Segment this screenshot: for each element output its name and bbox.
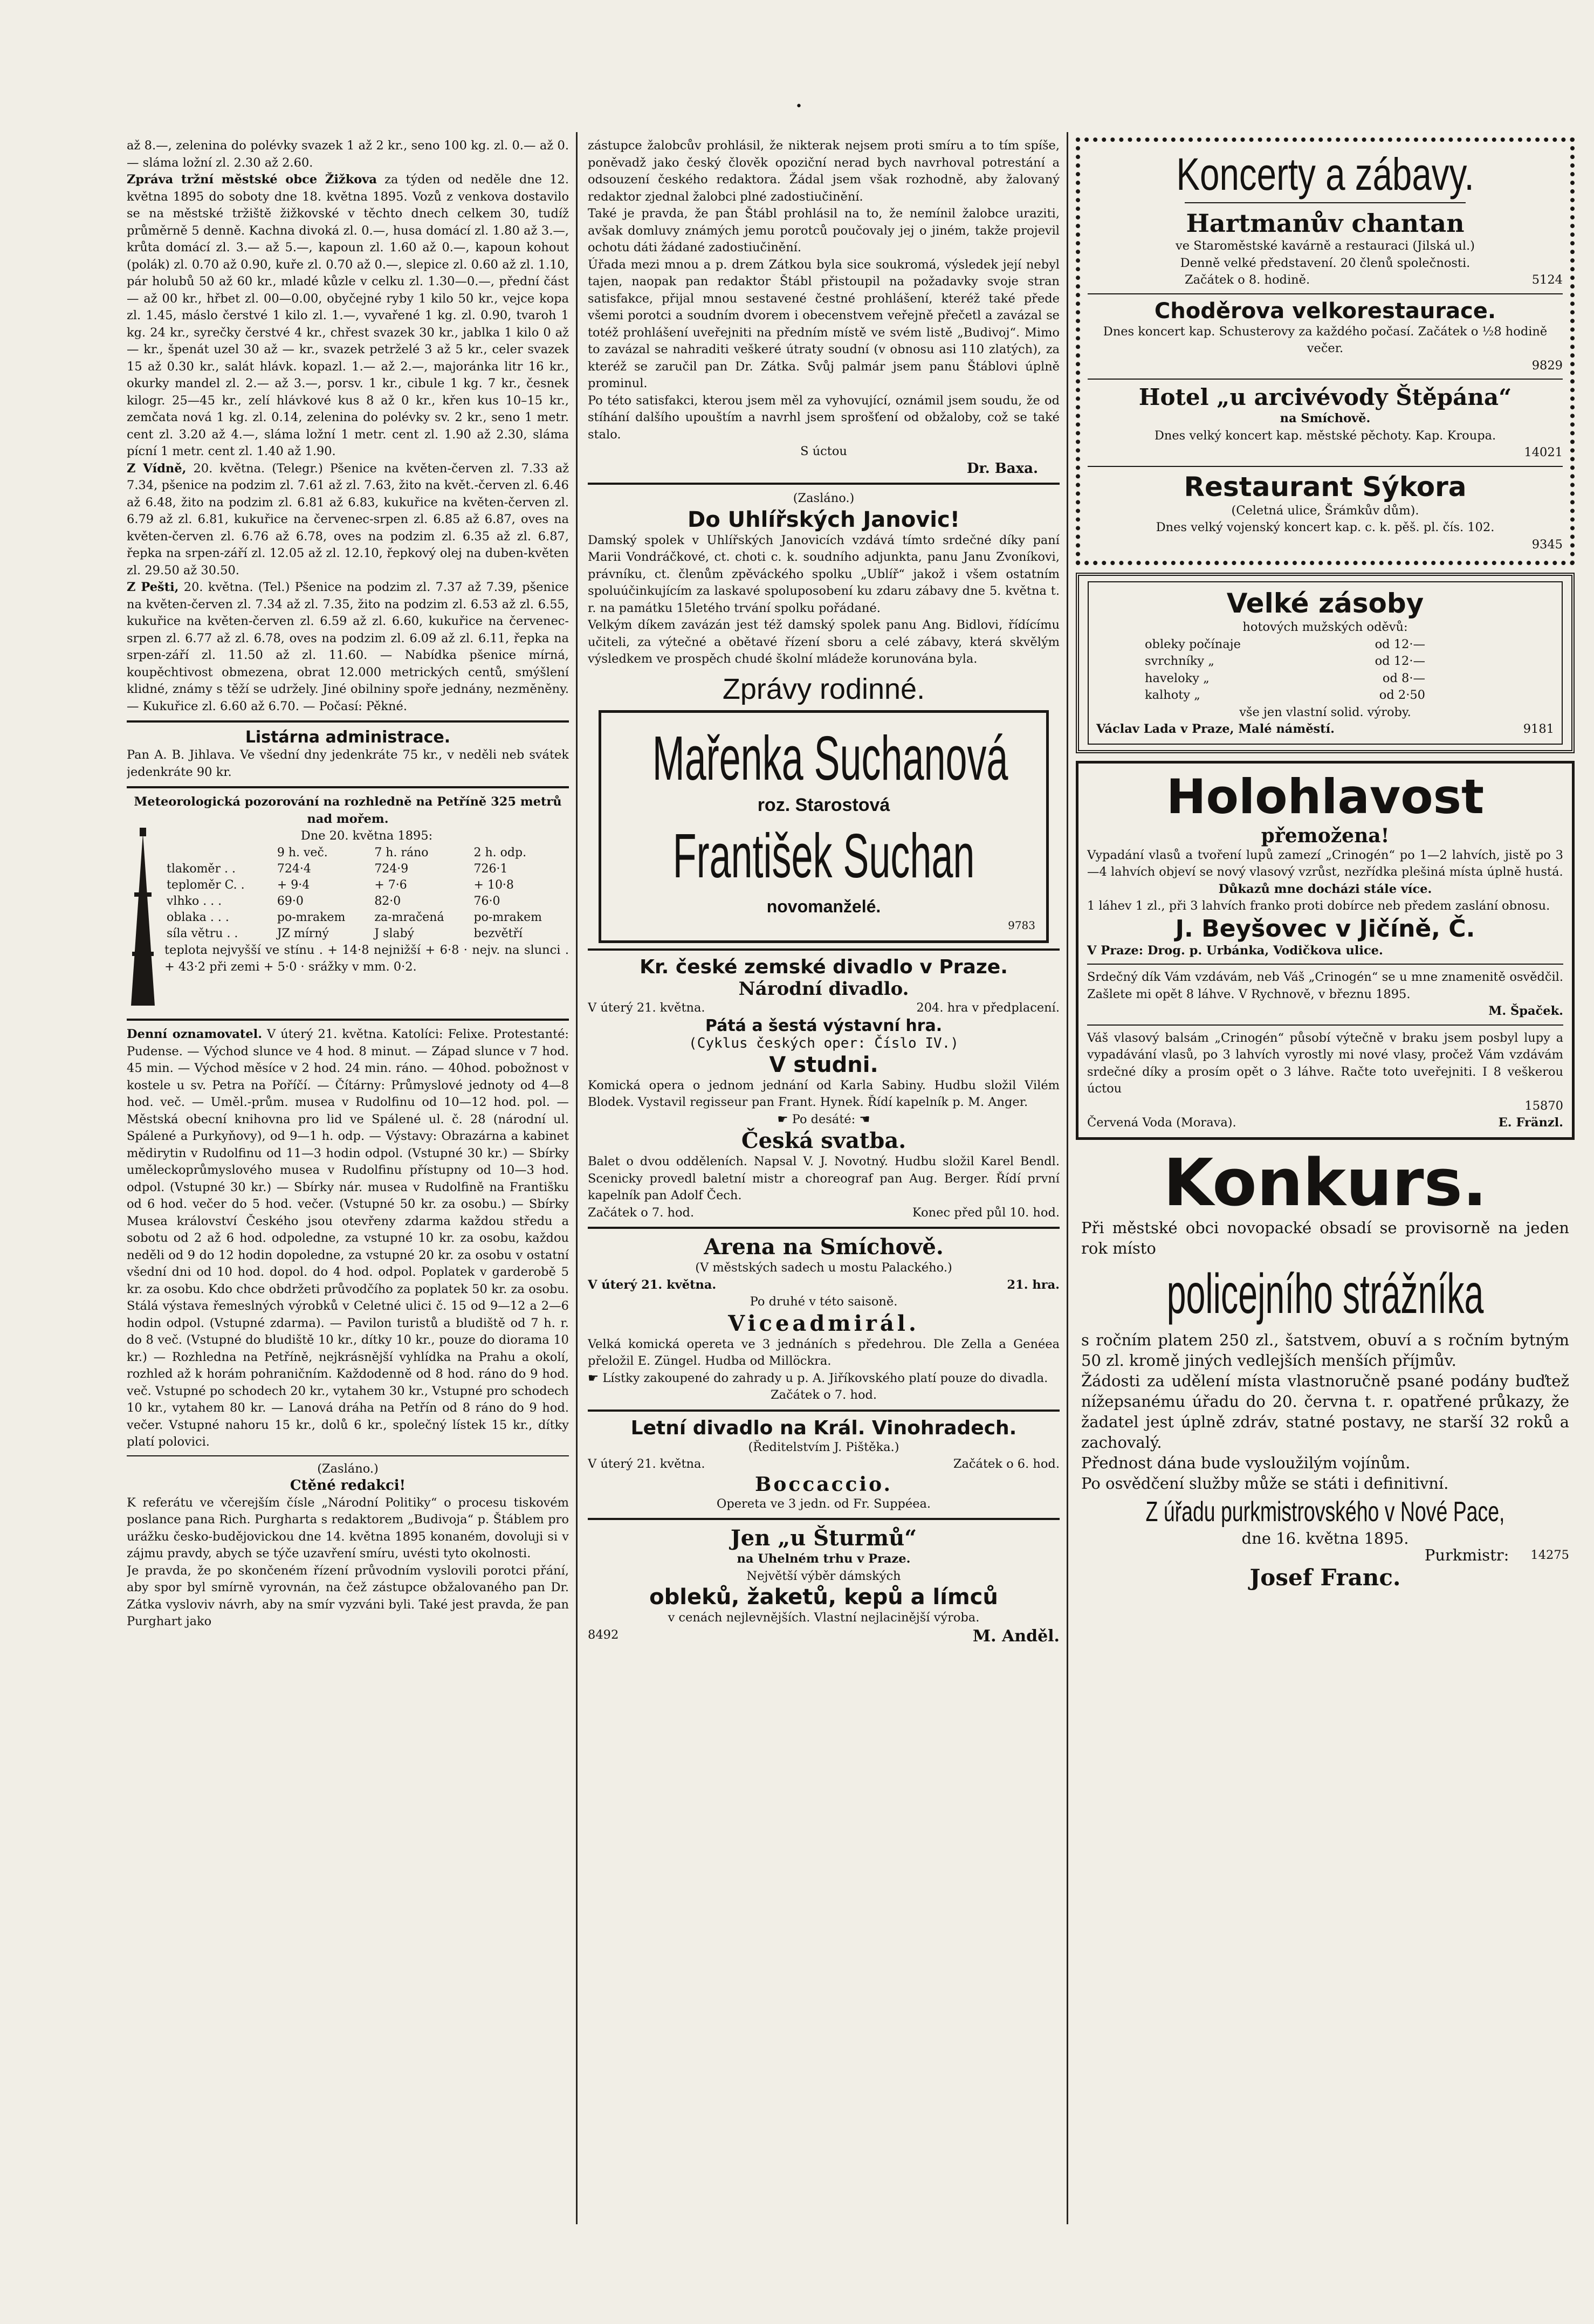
hartman-line-1: ve Staroměstské kavárně a restauraci (Jilská ul.) (1176, 239, 1475, 253)
meteo-row-label: teploměr C. . (167, 878, 245, 892)
konkurs-mayor: Josef Franc. (1249, 1564, 1401, 1591)
exhibition-play: Pátá a šestá výstavní hra. (705, 1016, 943, 1035)
meteo-date: Dne 20. května 1895: (300, 829, 433, 843)
arena-text: Velká komická opereta ve 3 jednáních s předehrou. Dle Zella a Genéea přeložil E. Züngel. Hudba od Millöckra. (588, 1337, 1060, 1368)
hartman-heading: Hartmanův chantan (1186, 209, 1465, 238)
holohlavost-proof: Důkazů mne docházi stále více. (1218, 882, 1432, 896)
column-3 (1076, 137, 1575, 2240)
after-ten-label: Po desáté: (792, 1112, 856, 1126)
zasoby-ad (1076, 573, 1575, 753)
meteo-row (164, 893, 569, 910)
pointing-hand-icon: ☚ (855, 1112, 870, 1126)
meteo-row-label: síla větru . . (167, 926, 238, 940)
listarna-heading: Listárna administrace. (245, 728, 451, 747)
letter-text-2: Je pravda, že po skončeném řízení průvodním vyslovili porotci přání, aby spor byl smírně vyrovnán, na čež zástupce obžalovaného pan Dr. Zátka vysloviv návrh, aby na smír vyzváni byli. Také jest pravda, že pan Purghart jako (127, 1563, 569, 1628)
divider (1087, 964, 1563, 965)
zasoby-footer (1096, 721, 1554, 738)
meteo-cell: 724·9 (374, 862, 409, 876)
letni-text: Opereta ve 3 jedn. od Fr. Suppéea. (716, 1496, 931, 1511)
pointing-hand-icon: ☛ (777, 1112, 792, 1126)
vienna-heading: Z Vídně, (127, 461, 187, 476)
testimonial-2-number: 15870 (1524, 1098, 1563, 1113)
sturm-note: v cenách nejlevnějších. Vlastní nejlacinější výroba. (668, 1611, 980, 1625)
page-marker: • (795, 100, 802, 113)
meteo-cell: po-mrakem (473, 910, 542, 924)
zizkov-text: za týden od neděle dne 12. května 1895 do soboty dne 18. května 1895. Vozů z venkova dostavilo se na městské tržiště žižkovské v těchto dnech celkem 30, tudíž průměrně 5 denně. Kachna divoká zl. 0.—, husa domácí zl. 1.80 až 3.—, krůta domácí zl. 3.— až 5.—, kapoun zl. 1.60 až 0.—, kapoun kohout (polák) zl. 0.70 až 0.90, kuře zl. 0.70 až 0.—, slepice zl. 0.60 až zl. 1.10, pár holubů 50 až 60 kr., mladé kůzle v celku zl. 1.30—0.—, přední část — až 00 kr., hřbet zl. 00—0.00, obyčejné ryby 1 kilo 50 kr., vejce kopa zl. 1.45, máslo čerstvé 1 kilo zl. 1.—, vyvařené 1 kg. zl. 0.90, tvaroh 1 kg. 24 kr., syrečky čerstvé 4 kr., chřest svazek 30 kr., jablka 1 kilo 0 až — kr., špenát uzel 30 až — kr., svazek petrželé 3 až 5 kr., celer svazek 15 až 0.30 kr., salát hlávk. kopazl. 1.— až 2.—, majoránka litr 16 kr., okurky mandel zl. 2.— až 3.—, porsv. 1 kr., cibule 1 kg. 7 kr., česnek kilogr. 25—45 kr., zelí hlávkové kus 8 až 0 kr., křen kus 10–15 kr., zemčata nová 1 kg. zl. 0.14, zelenina do polévky sv. 2 kr., seno 1 metr. cent zl. 3.20 až 4.—, sláma ložní 1 metr. cent zl. 1.90 až 2.30, sláma pícní 1 metr. cent zl. 1.40 až 1.90. (127, 173, 569, 458)
holohlavost-subheading: přemožena! (1261, 824, 1390, 847)
signature: Dr. Baxa. (966, 460, 1038, 477)
konkurs-heading: Konkurs. (1163, 1145, 1487, 1221)
meteo-cell: + 7·6 (374, 878, 407, 892)
meteo-temperature: teplota nejvyšší ve stínu . + 14·8 nejnižší + 6·8 · nejv. na slunci . + 43·2 při zemi + 5·0 · srážky v mm. 0·2. (164, 943, 569, 974)
list-item (1145, 687, 1425, 704)
ballet-title: Česká svatba. (741, 1128, 906, 1153)
meteo-cell: JZ mírný (277, 926, 329, 940)
konkurs-salary: s ročním platem 250 zl., šatstvem, obuví a s ročním bytným 50 zl. kromě jiných vedlejších menších příjmův. (1081, 1330, 1569, 1370)
testimonial-2-footer (1087, 1115, 1563, 1132)
item-price: od 12·— (1375, 637, 1425, 651)
sturm-heading: Jen „u Šturmů“ (730, 1525, 917, 1551)
national-theatre-heading: Národní divadlo. (738, 978, 909, 1000)
opera-title: V studni. (769, 1052, 878, 1077)
meteo-cell: 76·0 (473, 894, 500, 908)
national-performance: 204. hra v předplacení. (916, 1000, 1060, 1015)
divider (1088, 379, 1563, 380)
column-2 (588, 137, 1060, 2240)
groom-name: František Suchan (672, 820, 975, 891)
arena-performance: 21. hra. (1007, 1277, 1060, 1292)
divider (127, 720, 569, 723)
meteo-cell: J slabý (374, 926, 415, 940)
item-price: od 8·— (1382, 671, 1425, 685)
meteo-cell: bezvětří (473, 926, 523, 940)
meteo-cell: 726·1 (473, 862, 508, 876)
family-news-heading: Zprávy rodinné. (722, 672, 925, 705)
start-time: Začátek o 7. hod. (588, 1205, 695, 1220)
konkurs-mayor-label: Purkmistr: (1424, 1546, 1509, 1564)
sturm-footer (588, 1627, 1060, 1646)
meteo-row (164, 877, 569, 893)
theatre-heading: Kr. české zemské divadlo v Praze. (640, 955, 1008, 978)
bride-name: Mařenka Suchanová (652, 723, 1008, 793)
uhlirske-text-2: Velkým díkem zavázán jest též damský spolek panu Ang. Bidlovi, řídícímu učiteli, za výtečné a obětavé řízení sboru a celé zábavy, která skvělým výsledkem ve prospěch chudé školní mládeže korunována byla. (588, 618, 1060, 666)
meteo-cell: po-mrakem (277, 910, 346, 924)
konkurs-definitive: Po osvědčení služby může se státi i definitivní. (1081, 1474, 1449, 1493)
konkurs-text: Při městské obci novopacké obsadí se provisorně na jeden rok místo (1081, 1218, 1569, 1257)
divider (1088, 293, 1563, 294)
item-name: haveloky „ (1145, 671, 1210, 685)
letter-continued-2: Také je pravda, že pan Štábl prohlásil na to, že nemínil žalobce uraziti, avšak domluvy známých jemu porotců poučovaly jej o jiném, takže projevil ochotu dáti žádané zadostiučinění. (588, 207, 1060, 255)
letni-date-row (588, 1456, 1060, 1473)
concerts-section (1076, 137, 1575, 565)
column-1 (127, 137, 569, 2240)
holohlavost-price: 1 láhev 1 zl., při 3 lahvích franko proti dobírce neb předem zaslání obnosu. (1087, 899, 1550, 913)
pest-text: 20. května. (Tel.) Pšenice na podzim zl. 7.37 až 7.39, pšenice na květen-červen zl. 7.34 až zl. 7.35, žito na podzim zl. 6.53 až zl. 6.55, kukuřice na květen-červen zl. 6.59 až zl. 6.60, kukuřice na červenec-srpen zl. 6.77 až zl. 6.78, oves na podzim zl. 6.09 až zl. 6.11, řepka na srpen-září zl. 11.50 až zl. 11.60. — Nabídka pšenice mírná, koupěchtivost obmezena, obrat 12.000 metrických centů, smýšlení klidné, známy s těží se udržely. Jiné obilniny spoře jednány, nezměněny. — Kukuřice zl. 6.60 až 6.70. — Počasí: Pěkné. (127, 580, 569, 713)
daily-announcer (127, 1026, 569, 1451)
holohlavost-seller: J. Beyšovec v Jičíně, Č. (1175, 915, 1475, 943)
hotel-subheading: na Smíchově. (1280, 411, 1371, 425)
national-date-row (588, 1000, 1060, 1017)
meteo-heading: Meteorologická pozorování na rozhledně na Petříně 325 metrů nad mořem. (134, 795, 562, 826)
konkurs-post: policejního strážníka (1166, 1262, 1484, 1325)
newlyweds-label: novomanželé. (766, 896, 881, 916)
ballet-text: Balet o dvou odděleních. Napsal V. J. Novotný. Hudbu složil Karel Bendl. Scenicky provedl baletní mistr a choreograf pan Aug. Berger. Řídí první kapelník pan Adolf Čech. (588, 1154, 1060, 1202)
arena-start: Začátek o 7. hod. (770, 1388, 877, 1402)
hartman-start: Začátek o 8. hodině. (1185, 273, 1310, 287)
sturm-number: 8492 (588, 1627, 619, 1642)
meteo-row-label: oblaka . . . (167, 910, 229, 924)
meteo-row (164, 910, 569, 926)
letni-directorate: (Ředitelstvím J. Pištěka.) (748, 1440, 899, 1454)
opera-text: Komická opera o jednom jednání od Karla Sabiny. Hudbu složil Vilém Blodek. Vystavil regisseur pan Frant. Hynek. Řídí kapelník p. M. Anger. (588, 1078, 1060, 1109)
testimonial-2-place: Červená Voda (Morava). (1087, 1116, 1236, 1130)
testimonial-1: Srdečný dík Vám vzdávám, neb Váš „Crinogén“ se u mne znamenitě osvědčil. Zašlete mi opět 8 láhve. V Rychnově, v březnu 1895. (1087, 970, 1563, 1001)
letni-start: Začátek o 6. hod. (953, 1457, 1060, 1471)
pointing-hand-icon: ☛ (588, 1371, 603, 1385)
choderova-line: Dnes koncert kap. Schusterovy za každého počasí. Začátek o ½8 hodině večer. (1103, 324, 1548, 355)
meteo-block (127, 828, 569, 1013)
sykora-heading: Restaurant Sýkora (1184, 471, 1467, 503)
sykora-number: 9345 (1531, 537, 1563, 552)
hartman-line-2: Denně velké představení. 20 členů společnosti. (1180, 256, 1471, 270)
divider (588, 1227, 1060, 1229)
arena-tickets (588, 1370, 1060, 1387)
arena-heading: Arena na Smíchově. (704, 1234, 944, 1260)
item-name: obleky počínaje (1145, 637, 1241, 651)
konkurs-office: Z úřadu purkmistrovského v Nové Pace, (1145, 1496, 1505, 1528)
national-date: V úterý 21. května. (588, 1000, 705, 1015)
hartman-number: 5124 (1531, 273, 1563, 287)
meteo-cell: 724·4 (277, 862, 311, 876)
pest-heading: Z Pešti, (127, 580, 179, 594)
sturm-address: na Uhelném trhu v Praze. (737, 1552, 911, 1566)
opera-cycle: (Cyklus českých oper: Číslo IV.) (689, 1035, 959, 1051)
market-intro: až 8.—, zelenina do polévky svazek 1 až 2 kr., seno 100 kg. zl. 0.— až 0.— sláma ložní zl. 2.30 až 2.60. (127, 139, 569, 170)
meteo-header-row (164, 845, 569, 861)
item-price: od 2·50 (1379, 688, 1425, 702)
meteo-cell: za-mračená (374, 910, 444, 924)
meteo-row (164, 861, 569, 877)
konkurs-number: 14275 (1530, 1548, 1569, 1562)
petrin-tower-icon (127, 828, 164, 1013)
column-rule-2 (1067, 132, 1068, 2224)
meteo-table (164, 845, 569, 942)
zasoby-subheading: hotových mužských oděvů: (1242, 620, 1408, 634)
times-row (588, 1205, 1060, 1222)
letter-heading: Ctěné redakci! (290, 1477, 406, 1494)
list-item (1145, 670, 1425, 687)
meteo-col-header: 9 h. več. (277, 845, 328, 860)
meteo-col-header: 7 h. ráno (374, 845, 429, 860)
sturm-subheading: Největší výběr dámských (746, 1569, 901, 1583)
letni-heading: Letní divadlo na Král. Vinohradech. (630, 1417, 1017, 1439)
item-price: od 12·— (1375, 654, 1425, 668)
testimonial-1-signature: M. Špaček. (1488, 1004, 1563, 1018)
hotel-heading: Hotel „u arcivévody Štěpána“ (1138, 384, 1512, 410)
zasoby-box (1088, 581, 1563, 745)
sturm-goods: obleků, žaketů, kepů a límců (649, 1585, 998, 1610)
item-name: svrchníky „ (1145, 654, 1214, 668)
wedding-ad-number: 9783 (1008, 918, 1035, 932)
divider (127, 1019, 569, 1021)
zasoby-number: 9181 (1523, 722, 1554, 736)
sykora-subheading: (Celetná ulice, Šrámkův dům). (1231, 503, 1419, 518)
column-rule-1 (576, 132, 578, 2224)
uhlirske-heading: Do Uhlířských Janovic! (688, 507, 960, 532)
zasoby-list (1096, 636, 1554, 704)
signoff: S úctou (800, 444, 847, 458)
letter-text: K referátu ve včerejším čísle „Národní Politiky“ o procesu tiskovém poslance pana Rich. Purgharta s redaktorem „Budivoja“ p. Štáblem pro urážku česko-budějovickou dne 14. května 1895 konaném, dovoluji si v zájmu pravdy, abych se týče uzavření smíru, uvésti tyto okolnosti. (127, 1495, 569, 1560)
divider (1087, 1025, 1563, 1026)
concerts-heading: Koncerty a zábavy. (1176, 149, 1474, 200)
arena-second: Po druhé v této saisoně. (750, 1295, 898, 1309)
zizkov-market-report (127, 171, 569, 460)
letter-continued: zástupce žalobcův prohlásil, že nikterak nejsem proti smíru a to tím spíše, poněvadž jako český člověk opoziční nerad bych navrhoval potrestání a odsouzení českého redaktora. Žádal jsem však rozhodně, aby žalovaný redaktor zjednal žalobci plné zadostiučinění. (588, 139, 1060, 204)
vienna-report (127, 460, 569, 580)
zaslano-label: (Zasláno.) (317, 1461, 379, 1476)
arena-date: V úterý 21. května. (588, 1277, 717, 1292)
zaslano-label: (Zasláno.) (793, 491, 855, 505)
after-ten (588, 1111, 1060, 1129)
holohlavost-text: Vypadání vlasů a tvoření lupů zamezí „Crinogén“ po 1—2 lahvích, jistě po 3—4 lahvích objeví se nový vlasový vzrůst, nezřídka plešiná místa úplně hustá. (1087, 848, 1563, 879)
meteo-cell: + 9·4 (277, 878, 310, 892)
meteo-row-label: tlakoměr . . (167, 862, 236, 876)
divider (127, 786, 569, 788)
divider (1088, 466, 1563, 467)
meteo-cell: 69·0 (277, 894, 304, 908)
hotel-number: 14021 (1524, 445, 1563, 459)
konkurs-requirements: Žádosti za udělení místa vlastnoručně psané podány buďtež nížepsanému úřadu do 20. června t. r. opatřené průkazy, že žadatel jest úplně zdráv, statné postavy, ne starší 32 roků a zachovalý. (1081, 1371, 1569, 1452)
divider (127, 1455, 569, 1456)
vienna-text: 20. května. (Telegr.) Pšenice na květen-červen zl. 7.33 až 7.34, pšenice na podzim zl. 7.61 až zl. 7.63, žito na květ.-červen zl. 6.46 až 6.48, žito na podzim zl. 6.81 až 6.83, kukuřice na květen-červen zl. 6.79 až zl. 6.81, kukuřice na červenec-srpen zl. 6.85 až 6.87, oves na květen-červen zl. 6.76 až 6.78, oves na podzim zl. 6.35 až zl. 6.87, řepka na srpen-září zl. 12.05 až zl. 12.10, řepkový olej na duben-květen zl. 29.50 až 30.50. (127, 461, 569, 577)
choderova-heading: Choděrova velkorestaurace. (1154, 298, 1496, 324)
letter-continued-4: Po této satisfakci, kterou jsem měl za vyhovující, oznámil jsem soudu, že od stíhání dalšího upouštím a navrhl jsem sprošťení od obžaloby, což se také stalo. (588, 393, 1060, 442)
pest-report (127, 579, 569, 715)
sykora-line: Dnes velký vojenský koncert kap. c. k. pěš. pl. čís. 102. (1156, 520, 1495, 534)
daily-heading: Denní oznamovatel. (127, 1027, 263, 1041)
letter-continued-3: Úřada mezi mnou a p. drem Zátkou byla sice soukromá, výsledek její nebyl tajen, naopak pan redaktor Štábl přistoupil na požadavky svoje stran satisfakce, přijal mnou sestavené čestné prohlášení, kteréž také přede všemi porotci a soudním dvorem i obecenstvem veřejně přečetl a zavázal se totéž prohlášení uveřejniti na předním místě ve svém listě „Budivoj“. Mimo to zavázal se nahraditi veškeré útraty soudní (v obnosu asi 110 zlatých), za kteréž se zaručil pan Dr. Zátka. Svůj palmár jsem panu Štáblovi úplně prominul. (588, 257, 1060, 390)
wedding-announcement (599, 710, 1049, 943)
meteo-row (164, 926, 569, 942)
hartman-footer (1088, 272, 1563, 289)
arena-tickets-text: Lístky zakoupené do zahrady u p. A. Jiříkovského platí pouze do divadla. (602, 1371, 1048, 1385)
hotel-line: Dnes velký koncert kap. městské pěchoty. Kap. Kroupa. (1154, 428, 1496, 443)
choderova-number: 9829 (1531, 358, 1563, 373)
meteo-cell: 82·0 (374, 894, 401, 908)
zizkov-heading: Zpráva tržní městské obce Žižkova (127, 173, 377, 187)
zasoby-note: vše jen vlastní solid. výroby. (1239, 705, 1411, 719)
list-item (1145, 653, 1425, 670)
arena-title: Viceadmirál. (728, 1310, 919, 1336)
letni-date: V úterý 21. května. (588, 1457, 705, 1471)
holohlavost-heading: Holohlavost (1166, 768, 1485, 824)
list-item (1145, 636, 1425, 654)
testimonial-2-signature: E. Fränzl. (1498, 1116, 1563, 1130)
konkurs-date: dne 16. května 1895. (1241, 1529, 1409, 1548)
divider (1185, 202, 1466, 203)
letni-title: Boccaccio. (754, 1473, 893, 1496)
zasoby-heading: Velké zásoby (1226, 588, 1424, 619)
divider (588, 948, 1060, 951)
sturm-owner: M. Anděl. (972, 1626, 1060, 1646)
arena-date-row (588, 1277, 1060, 1294)
divider (588, 483, 1060, 485)
holohlavost-prague: V Praze: Drog. p. Urbánka, Vodičkova ulice. (1087, 943, 1383, 958)
holohlavost-ad (1076, 761, 1575, 1140)
testimonial-2: Váš vlasový balsám „Crinogén“ působí výtečně v braku jsem posbyl lupy a vypadávání vlasů, po 3 lahvích vyrostly mi nové vlasy, pročež Vám vzdávám srdečné díky a prosím opět o 3 láhve. Račte toto uveřejniti. I 8 veškerou úctou (1087, 1030, 1563, 1096)
konkurs-mayor-row (1081, 1547, 1569, 1564)
item-name: kalhoty „ (1145, 688, 1200, 702)
konkurs-ad (1076, 1147, 1575, 1593)
listarna-text: Pan A. B. Jihlava. Ve všední dny jedenkráte 75 kr., v neděli neb svátek jedenkráte 90 kr. (127, 748, 569, 779)
divider (588, 1518, 1060, 1520)
daily-text: V úterý 21. května. Katolíci: Felixe. Protestanté: Pudense. — Východ slunce ve 4 hod. 8 minut. — Západ slunce v 7 hod. 45 min. — Východ měsíce v 2 hod. 24 min. ráno. — 40hod. pobožnost v kostele u sv. Petra na Poříčí. — Čítárny: Průmyslové jednoty od 4—8 hod. več. — Uměl.-prům. musea v Rudolfinu od 10—12 hod. pol. — Městská obecní knihovna pro lid ve Spálené ul. č. 28 (národní ul. Spálené a Purkyňovy), od 9—1 h. odp. — Výstavy: Obrazárna a kabinet mědirytin v Rudolfinu od 11—3 hodin odpol. (Vstupné 30 kr.) — Sbírky uměleckoprůmyslového musea v Rudolfinu přístupny od 10—3 hod. odpol. (Vstupné 30 kr.) — Sbírky nár. musea v Rudolfině na Františku od 6 hod. večer do 5 hod. večer. (Vstupné 50 kr. za osobu.) — Sbírky Musea království Českého jsou otevřeny zdarma každou středu a sobotu od 2 až 6 hod. odpoledne, za vstupné 10 kr. za osobu, každou neděli od 9 do 12 hodin dopoledne, za vstupné 20 kr. za osobu v ostatní všední dni od 10 hod. dopol. do 4 hod. odpol. Poplatek v garderobě 5 kr. za osobu. Kdo chce obdržeti průvodčího za poplatek 50 kr. za osobu. Stálá výstava řemeslných výrobků v Celetné ulici č. 15 od 9—12 a 2—6 hodin odpol. (Vstupné zdarma). — Pavilon turistů a bludiště od 7 h. r. do 8 več. (Vstupné do bludiště 10 kr., dítky 10 kr., pouze do diorama 10 kr.) — Rozhledna na Petříně, nejkrásnější vyhlídka na Prahu a okolí, rozhled až k horám pohraničním. Každodenně od 8 hod. ráno do 9 hod. več. Vstupné po schodech 20 kr., vytahem 30 kr., Vstupné pro schodech 10 kr., vytahem 80 kr. — Lanová dráha na Petřín od 8 ráno do 9 hod. večer. Vstupné nahoru 15 kr., dolů 6 kr., společný lístek 15 kr., dítky platí polovici. (127, 1027, 569, 1449)
konkurs-preference: Přednost dána bude vysloužilým vojínům. (1081, 1453, 1411, 1472)
meteo-row-label: vlhko . . . (167, 894, 222, 908)
end-time: Konec před půl 10. hod. (912, 1205, 1060, 1220)
zasoby-seller: Václav Lada v Praze, Malé náměstí. (1096, 722, 1335, 736)
uhlirske-text: Damský spolek v Uhlířských Janovicích vzdává tímto srdečné díky paní Marii Vondráčkové, ct. choti c. k. soudního adjunkta, panu Janu Zvoníkovi, právníku, ct. členům zpěváckého spolku „Ublíř“ jakož i všem ostatním spoluúčinkujícím za laskavé spoluposobení ku zdaru zábavy dne 5. května t. r. na památku 15letého trvání spolku pořádané. (588, 533, 1060, 615)
meteo-cell: + 10·8 (473, 878, 514, 892)
arena-note: (V městských sadech u mostu Palackého.) (695, 1261, 952, 1275)
bride-born: roz. Starostová (757, 794, 890, 815)
meteo-col-header: 2 h. odp. (473, 845, 527, 860)
divider (588, 1409, 1060, 1412)
